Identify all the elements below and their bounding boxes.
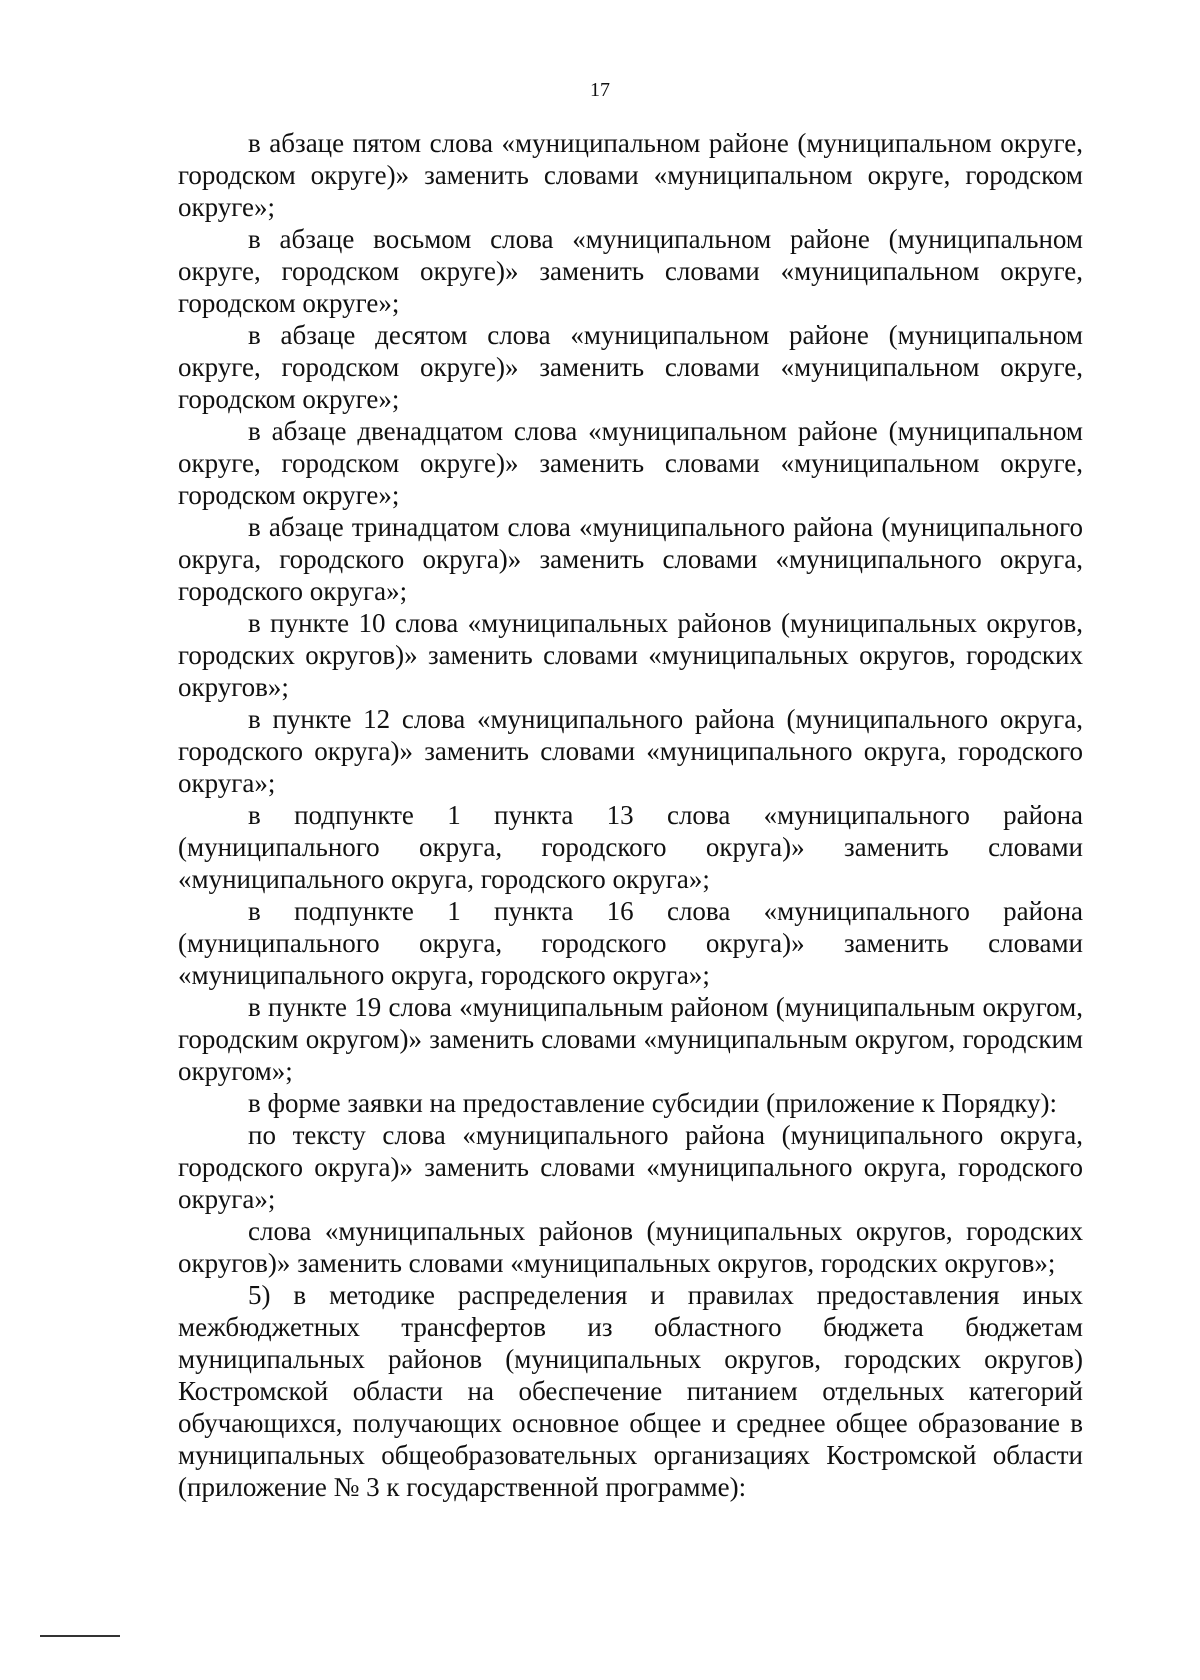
paragraph: в подпункте 1 пункта 13 слова «муниципального района (муниципального округа, городского округа)» заменить словами «муниципального округа, городского округа»; bbox=[178, 800, 1083, 894]
document-body bbox=[178, 127, 1083, 1503]
paragraph: в пункте 10 слова «муниципальных районов (муниципальных округов, городских округов)» заменить словами «муниципальных округов, городских округов»; bbox=[178, 608, 1083, 702]
paragraph: в пункте 19 слова «муниципальным районом (муниципальным округом, городским округом)» заменить словами «муниципальным округом, городским округом»; bbox=[178, 992, 1083, 1086]
paragraph: в абзаце восьмом слова «муниципальном районе (муниципальном округе, городском округе)» заменить словами «муниципальном округе, городском округе»; bbox=[178, 224, 1083, 318]
paragraph: в подпункте 1 пункта 16 слова «муниципального района (муниципального округа, городского округа)» заменить словами «муниципального округа, городского округа»; bbox=[178, 896, 1083, 990]
paragraph: в абзаце тринадцатом слова «муниципального района (муниципального округа, городского округа)» заменить словами «муниципального округа, городского округа»; bbox=[178, 512, 1083, 606]
paragraph: 5) в методике распределения и правилах предоставления иных межбюджетных трансфертов из областного бюджета бюджетам муниципальных районов (муниципальных округов, городских округов) Костромской области на обеспечение питанием отдельных категорий обучающихся, получающих основное общее и среднее общее образование в муниципальных общеобразовательных организациях Костромской области (приложение № 3 к государственной программе): bbox=[178, 1280, 1083, 1502]
page-number: 17 bbox=[590, 79, 610, 101]
paragraph: в пункте 12 слова «муниципального района (муниципального округа, городского округа)» заменить словами «муниципального округа, городского округа»; bbox=[178, 704, 1083, 798]
footer-rule bbox=[40, 1635, 120, 1637]
paragraph: в форме заявки на предоставление субсидии (приложение к Порядку): bbox=[248, 1088, 1057, 1118]
paragraph: в абзаце пятом слова «муниципальном районе (муниципальном округе, городском округе)» заменить словами «муниципальном округе, городском округе»; bbox=[178, 128, 1083, 222]
paragraph: по тексту слова «муниципального района (муниципального округа, городского округа)» заменить словами «муниципального округа, городского округа»; bbox=[178, 1120, 1083, 1214]
paragraph: слова «муниципальных районов (муниципальных округов, городских округов)» заменить словами «муниципальных округов, городских округов»; bbox=[178, 1216, 1083, 1278]
paragraph: в абзаце десятом слова «муниципальном районе (муниципальном округе, городском округе)» заменить словами «муниципальном округе, городском округе»; bbox=[178, 320, 1083, 414]
paragraph: в абзаце двенадцатом слова «муниципальном районе (муниципальном округе, городском округе)» заменить словами «муниципальном округе, городском округе»; bbox=[178, 416, 1083, 510]
